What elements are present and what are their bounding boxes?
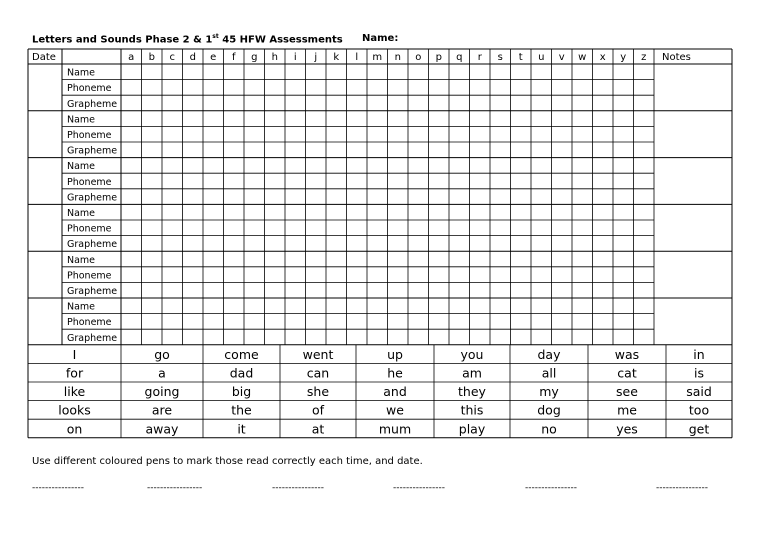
letter-header-u: u <box>538 52 545 63</box>
notes-column-header: Notes <box>662 52 691 63</box>
letter-header-y: y <box>620 52 627 63</box>
letter-header-p: p <box>435 52 442 63</box>
hfw-word: I <box>72 346 77 362</box>
letter-header-v: v <box>558 52 565 63</box>
hfw-word: all <box>541 365 557 381</box>
row-label-phoneme: Phoneme <box>67 317 112 329</box>
hfw-word: going <box>144 384 180 400</box>
letter-header-l: l <box>355 52 359 63</box>
hfw-word: play <box>458 421 486 437</box>
letter-header-n: n <box>394 52 401 63</box>
row-label-phoneme: Phoneme <box>67 176 112 188</box>
document-title: Letters and Sounds Phase 2 & 1st 45 HFW Assessments <box>32 33 343 46</box>
letter-header-a: a <box>128 52 135 63</box>
signature-line: ---------------- <box>656 483 708 493</box>
hfw-word: was <box>614 346 640 362</box>
hfw-word: on <box>66 421 83 437</box>
letter-header-e: e <box>210 52 217 63</box>
row-label-grapheme: Grapheme <box>67 332 118 344</box>
date-column-header: Date <box>32 52 56 63</box>
hfw-word: looks <box>58 402 91 418</box>
letter-header-g: g <box>251 52 258 63</box>
hfw-word: this <box>460 402 484 418</box>
name-label: Name: <box>362 33 399 44</box>
row-label-grapheme: Grapheme <box>67 98 118 110</box>
letter-header-r: r <box>477 52 482 63</box>
hfw-word: in <box>693 346 705 362</box>
row-label-grapheme: Grapheme <box>67 239 118 251</box>
hfw-word: it <box>237 421 246 437</box>
hfw-word: come <box>224 346 259 362</box>
row-label-name: Name <box>67 161 96 173</box>
hfw-word: cat <box>617 365 637 381</box>
hfw-word: get <box>688 421 710 437</box>
signature-line: ----------------- <box>147 483 203 493</box>
letter-header-c: c <box>169 52 175 63</box>
hfw-word: the <box>231 402 252 418</box>
hfw-word: they <box>458 384 486 400</box>
instructions-text: Use different coloured pens to mark those read correctly each time, and date. <box>32 456 423 467</box>
row-label-grapheme: Grapheme <box>67 192 118 204</box>
letter-header-w: w <box>578 52 587 63</box>
hfw-word: like <box>63 384 86 400</box>
row-label-name: Name <box>67 114 96 126</box>
letter-header-d: d <box>189 52 196 63</box>
hfw-word: dad <box>229 365 254 381</box>
row-label-phoneme: Phoneme <box>67 83 112 95</box>
letter-header-o: o <box>415 52 422 63</box>
hfw-word: a <box>158 365 166 381</box>
hfw-word: no <box>541 421 557 437</box>
hfw-word: is <box>694 365 704 381</box>
hfw-word: she <box>306 384 330 400</box>
row-label-grapheme: Grapheme <box>67 145 118 157</box>
hfw-word: too <box>688 402 710 418</box>
row-label-grapheme: Grapheme <box>67 286 118 297</box>
hfw-word: yes <box>616 421 638 437</box>
hfw-word: we <box>386 402 404 418</box>
letter-header-b: b <box>148 52 155 63</box>
letter-header-t: t <box>518 52 523 63</box>
hfw-word: mum <box>378 421 412 437</box>
hfw-word: away <box>145 421 179 437</box>
letter-header-k: k <box>333 52 340 63</box>
letter-header-j: j <box>314 52 318 63</box>
signature-line: ---------------- <box>272 483 324 493</box>
hfw-word: at <box>311 421 325 437</box>
letter-header-s: s <box>497 52 503 63</box>
letter-header-z: z <box>641 52 647 63</box>
hfw-word: he <box>387 365 403 381</box>
letter-header-i: i <box>293 52 297 63</box>
hfw-word: go <box>154 346 170 362</box>
row-label-name: Name <box>67 301 96 313</box>
hfw-word: you <box>460 346 484 362</box>
letter-header-m: m <box>372 52 383 63</box>
hfw-word: my <box>539 384 559 400</box>
hfw-word: of <box>311 402 325 418</box>
signature-line: ---------------- <box>393 483 445 493</box>
signature-line: ---------------- <box>32 483 84 493</box>
letter-header-f: f <box>231 52 236 63</box>
letter-header-x: x <box>599 52 606 63</box>
hfw-word: for <box>65 365 84 381</box>
row-label-phoneme: Phoneme <box>67 270 112 282</box>
hfw-word: said <box>686 384 712 400</box>
hfw-word: me <box>617 402 637 418</box>
hfw-word: up <box>387 346 403 362</box>
hfw-word: can <box>306 365 330 381</box>
row-label-name: Name <box>67 208 96 219</box>
hfw-word: day <box>537 346 561 362</box>
hfw-word: see <box>616 384 638 400</box>
hfw-word: went <box>302 346 334 362</box>
hfw-word: am <box>462 365 482 381</box>
row-label-phoneme: Phoneme <box>67 130 112 141</box>
letter-header-h: h <box>271 52 278 63</box>
hfw-word: are <box>151 402 173 418</box>
letter-header-q: q <box>456 52 463 63</box>
row-label-name: Name <box>67 67 96 79</box>
row-label-phoneme: Phoneme <box>67 223 112 235</box>
signature-line: ---------------- <box>525 483 577 493</box>
hfw-word: and <box>383 384 407 400</box>
hfw-word: big <box>231 384 252 400</box>
row-label-name: Name <box>67 254 96 266</box>
hfw-word: dog <box>537 402 561 418</box>
